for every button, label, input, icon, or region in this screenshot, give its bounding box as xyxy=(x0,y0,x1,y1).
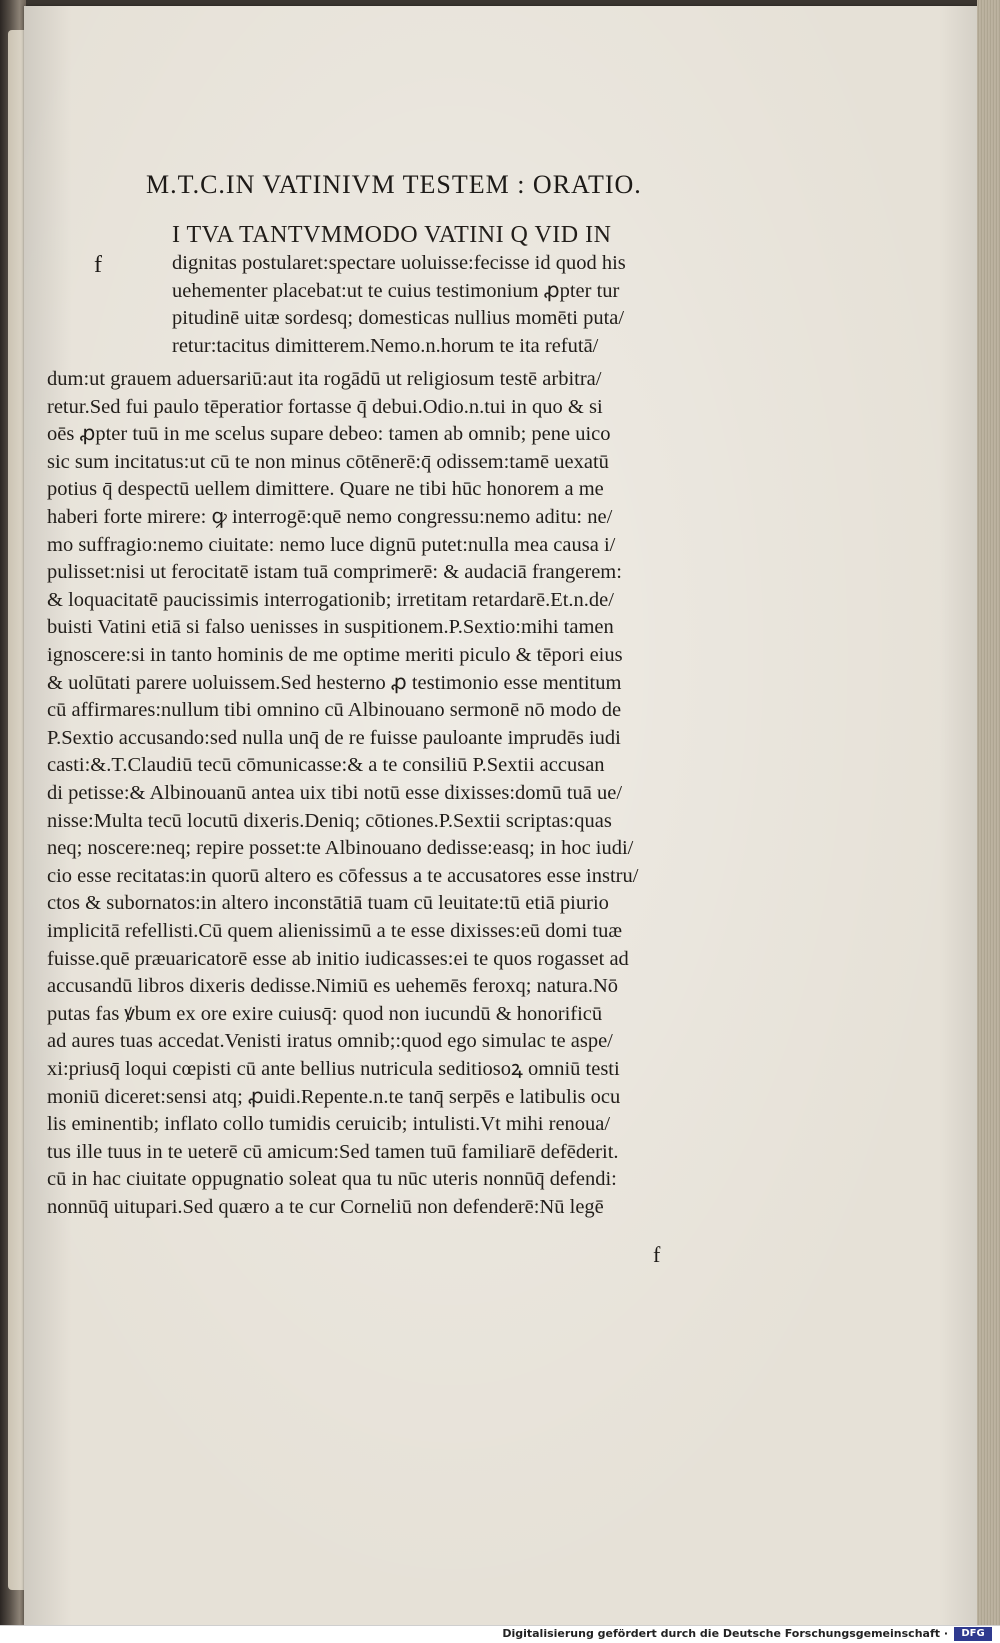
text-line: sic sum incitatus:ut cū te non minus cōtēnerē:q̄ odissem:tamē uexatū xyxy=(47,450,609,473)
text-line: dignitas postularet:spectare uoluisse:fecisse id quod his xyxy=(172,252,626,274)
footer-bar xyxy=(0,1625,1000,1643)
text-line: putas fas ꝟbum ex ore exire cuiusq̄: quod non iucundū & honorificū xyxy=(47,1002,603,1025)
text-line: retur.Sed fui paulo tēperatior fortasse q̄ debui.Odio.n.tui in quo & si xyxy=(47,395,603,418)
dfg-logo: DFG xyxy=(954,1627,992,1641)
signature-mark: f xyxy=(653,1242,661,1267)
text-line: dum:ut grauem aduersariū:aut ita rogādū ut religiosum testē arbitra/ xyxy=(47,368,602,390)
text-line: buisti Vatini etiā si falso uenisses in suspitionem.P.Sextio:mihi tamen xyxy=(47,616,614,639)
text-line: uehementer placebat:ut te cuius testimonium ꝓpter tur xyxy=(172,279,620,302)
text-line: di petisse:& Albinouanū antea uix tibi notū esse dixisses:domū tuā ue/ xyxy=(47,782,623,804)
text-line: tus ille tuus in te ueterē cū amicum:Sed tamen tuū familiarē defēderit. xyxy=(47,1140,619,1163)
text-line: potius q̄ despectū uellem dimittere. Quare ne tibi hūc honorem a me xyxy=(47,478,604,501)
text-line: I TVA TANTVMMODO VATINI Q VID IN xyxy=(172,222,612,248)
text-line: implicitā refellisti.Cū quem alienissimū a te esse dixisses:eū domi tuæ xyxy=(47,920,623,942)
text-line: oēs ꝓpter tuū in me scelus supare debeo: tamen ab omnib; pene uico xyxy=(47,423,611,446)
text-line: & uolūtati parere uoluissem.Sed hesterno ꝓ testimonio esse mentitum xyxy=(47,671,622,694)
text-line: nonnūq̄ uitupari.Sed quæro a te cur Corneliū non defenderē:Nū legē xyxy=(47,1196,604,1218)
funding-credit: Digitalisierung gefördert durch die Deutsche Forschungsgemeinschaft · xyxy=(502,1627,948,1640)
text-line: lis eminentib; inflato collo tumidis ceruicib; intulisti.Vt mihi renoua/ xyxy=(47,1113,611,1136)
page-stack-edge xyxy=(977,0,1000,1625)
text-line: moniū diceret:sensi atq; ꝓuidi.Repente.n.te tanq̄ serpēs e latibulis ocu xyxy=(47,1085,621,1108)
text-line: casti:&.T.Claudiū tecū cōmunicasse:& a te consiliū P.Sextii accusan xyxy=(47,754,605,777)
text-line: cū affirmares:nullum tibi omnino cū Albinouano sermonē nō modo de xyxy=(47,699,622,722)
text-line: ad aures tuas accedat.Venisti iratus omnib;:quod ego simulac te aspe/ xyxy=(47,1030,613,1053)
text-line: & loquacitatē paucissimis interrogationib; irretitam retardarē.Et.n.de/ xyxy=(47,588,614,611)
text-line: xi:priusq̄ loqui cœpisti cū ante bellius nutricula seditiosoꝝ omniū testi xyxy=(47,1058,620,1080)
text-line: P.Sextio accusando:sed nulla unq̄ de re fuisse pauloante imprudēs iudi xyxy=(47,726,621,749)
text-line: accusandū libros dixeris dedisse.Nimiū es uehemēs feroxq; natura.Nō xyxy=(47,975,618,998)
text-line: nisse:Multa tecū locutū dixeris.Deniq; cōtiones.P.Sextii scriptas:quas xyxy=(47,809,612,832)
text-line: pitudinē uitæ sordesq; domesticas nullius momēti puta/ xyxy=(172,307,625,330)
text-line: ignoscere:si in tanto hominis de me optime meriti piculo & tēpori eius xyxy=(47,644,623,666)
text-line: haberi forte mirere: ꝙ interrogē:quē nemo congressu:nemo aditu: ne/ xyxy=(47,506,613,528)
text-line: pulisset:nisi ut ferocitatē istam tuā comprimerē: & audaciā frangerem: xyxy=(47,561,622,584)
text-line: mo suffragio:nemo ciuitate: nemo luce dignū putet:nulla mea causa i/ xyxy=(47,533,616,556)
text-line: ctos & subornatos:in altero inconstātiā tuam cū leuitate:tū etiā piurio xyxy=(47,892,609,915)
text-line: neq; noscere:neq; repire posset:te Albinouano dedisse:easq; in hoc iudi/ xyxy=(47,837,634,860)
text-line: fuisse.quē præuaricatorē esse ab initio iudicasses:ei te quos rogasset ad xyxy=(47,947,629,970)
initial-guide-letter: f xyxy=(94,252,102,278)
page-title: M.T.C.IN VATINIVM TESTEM : ORATIO. xyxy=(146,170,642,199)
text-line: cio esse recitatas:in quorū altero es cōfessus a te accusatores esse instru/ xyxy=(47,864,639,887)
text-line: cū in hac ciuitate oppugnatio soleat qua tu nūc uteris nonnūq̄ defendi: xyxy=(47,1168,617,1191)
text-line: retur:tacitus dimitterem.Nemo.n.horum te ita refutā/ xyxy=(172,334,599,357)
